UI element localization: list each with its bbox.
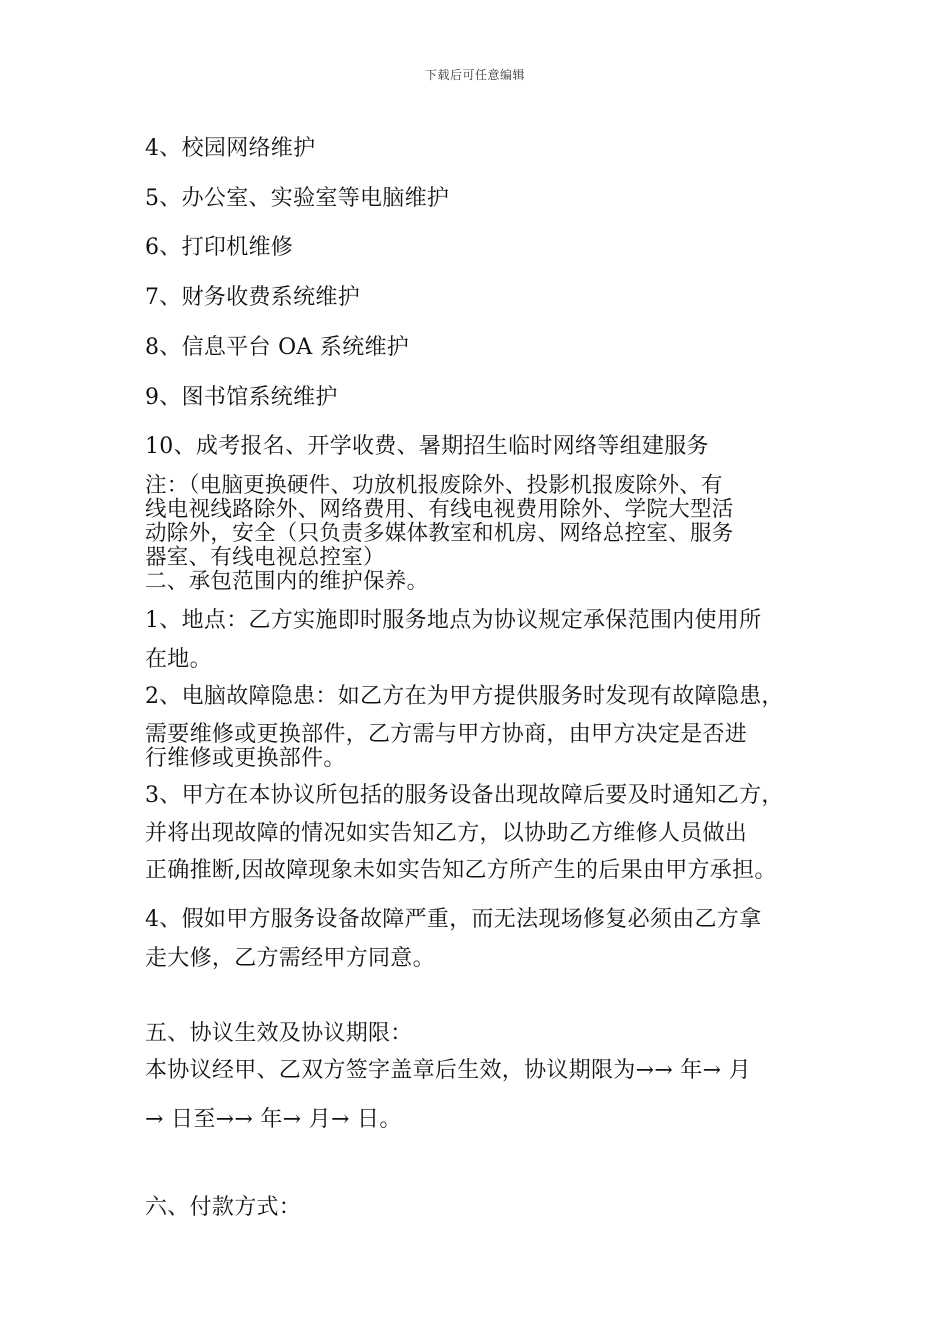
paragraph-line: 2、电脑故障隐患：如乙方在为甲方提供服务时发现有故障隐患，	[145, 684, 784, 709]
section-heading: 二、承包范围内的维护保养。	[145, 569, 429, 594]
list-item: 6、打印机维修	[145, 235, 294, 260]
list-item: 7、财务收费系统维护	[145, 285, 360, 310]
paragraph-line: 在地。	[145, 647, 212, 672]
paragraph-line: 行维修或更换部件。	[145, 746, 346, 771]
section-heading: 五、协议生效及协议期限：	[145, 1021, 413, 1046]
paragraph-line: → 日至→→ 年→ 月→ 日。	[145, 1107, 402, 1132]
paragraph-line: 走大修，乙方需经甲方同意。	[145, 946, 435, 971]
paragraph-line: 需要维修或更换部件，乙方需与甲方协商，由甲方决定是否进	[145, 722, 748, 747]
list-item: 8、信息平台 OA 系统维护	[145, 335, 410, 360]
paragraph-line: 正确推断,因故障现象未如实告知乙方所产生的后果由甲方承担。	[145, 858, 777, 883]
paragraph-line: 3、甲方在本协议所包括的服务设备出现故障后要及时通知乙方，	[145, 783, 784, 808]
note-line: 器室、有线电视总控室）	[145, 545, 385, 570]
list-item: 9、图书馆系统维护	[145, 385, 338, 410]
note-line: 动除外，安全（只负责多媒体教室和机房、网络总控室、服务	[145, 521, 734, 546]
paragraph-line: 1、地点：乙方实施即时服务地点为协议规定承保范围内使用所	[145, 608, 762, 633]
note-line: 注：（电脑更换硬件、功放机报废除外、投影机报废除外、有	[145, 473, 723, 498]
list-item: 4、校园网络维护	[145, 136, 316, 161]
list-item: 10、成考报名、开学收费、暑期招生临时网络等组建服务	[145, 434, 709, 459]
list-item: 5、办公室、实验室等电脑维护	[145, 186, 450, 211]
paragraph-line: 并将出现故障的情况如实告知乙方，以协助乙方维修人员做出	[145, 821, 748, 846]
paragraph-line: 4、假如甲方服务设备故障严重，而无法现场修复必须由乙方拿	[145, 907, 762, 932]
section-heading: 六、付款方式：	[145, 1195, 302, 1220]
note-line: 线电视线路除外、网络费用、有线电视费用除外、学院大型活	[145, 497, 734, 522]
paragraph-line: 本协议经甲、乙双方签字盖章后生效，协议期限为→→ 年→ 月	[145, 1058, 751, 1083]
page-header: 下载后可任意编辑	[424, 68, 525, 82]
